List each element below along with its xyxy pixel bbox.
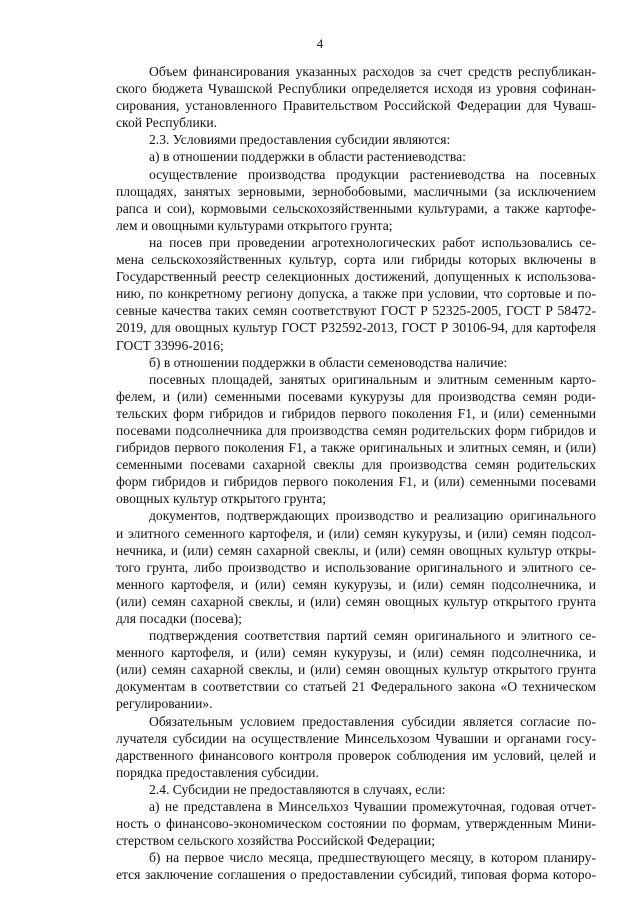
text-line: мена сельскохозяйственных культур, сорта или гибриды которых включены в xyxy=(116,252,596,268)
text-line: форм гибридов и гибридов первого поколения F1, и (или) семенными посевами xyxy=(116,474,596,490)
text-line: семенными посевами сахарной свеклы для производства семян родительских xyxy=(116,457,596,473)
text-line: Обязательным условием предоставления субсидии является согласие по- xyxy=(149,713,596,729)
text-line: б) в отношении поддержки в области семеноводства наличие: xyxy=(149,354,508,370)
text-line: а) в отношении поддержки в области растениеводства: xyxy=(149,149,466,165)
text-line: и элитного семенного картофеля, и (или) семян кукурузы, и (или) семян подсол- xyxy=(116,525,596,541)
text-line: лучателя субсидии на осуществление Минсельхозом Чувашии и органами госу- xyxy=(116,730,596,746)
text-line: 2019, для овощных культур ГОСТ Р32592-2013, ГОСТ Р 30106-94, для картофеля xyxy=(116,320,596,336)
text-line: регулировании». xyxy=(116,696,213,712)
text-line: ской Республики. xyxy=(116,115,218,131)
text-line: того грунта, либо производство и использование оригинального и элитного се- xyxy=(116,559,596,575)
text-line: менного картофеля, и (или) семян кукурузы, и (или) семян подсолнечника, и xyxy=(116,645,596,661)
page-number: 4 xyxy=(316,36,324,51)
text-line: порядка предоставления субсидии. xyxy=(116,764,319,780)
text-line: ГОСТ 33996-2016; xyxy=(116,337,224,353)
text-line: 2.3. Условиями предоставления субсидии являются: xyxy=(149,132,451,148)
text-line: (или) семян сахарной свеклы, и (или) семян овощных культур открытого грунта xyxy=(116,593,596,609)
text-line: осуществление производства продукции растениеводства на посевных xyxy=(149,166,596,182)
text-line: (или) семян сахарной свеклы, и (или) семян овощных культур открытого грунта xyxy=(116,662,596,678)
text-line: нию, по конкретному региону допуска, а также при условии, что сортовые и по- xyxy=(116,286,596,302)
text-line: посевами подсолнечника для производства семян родительских форм гибридов и xyxy=(116,422,596,438)
text-line: менного картофеля, и (или) семян кукурузы, и (или) семян подсолнечника, и xyxy=(116,576,596,592)
text-line: документам в соответствии со статьей 21 Федерального закона «О техническом xyxy=(116,679,596,695)
document-body xyxy=(116,63,596,884)
text-line: на посев при проведении агротехнологических работ использовались се- xyxy=(149,234,596,250)
text-line: б) на первое число месяца, предшествующего месяцу, в котором планиру- xyxy=(149,850,596,866)
text-line: лем и овощными культурами открытого грунта; xyxy=(116,217,393,233)
text-line: овощных культур открытого грунта; xyxy=(116,491,327,507)
text-line: нечника, и (или) семян сахарной свеклы, и (или) семян овощных культур откры- xyxy=(116,542,596,558)
text-line: севные качества таких семян соответствуют ГОСТ Р 52325-2005, ГОСТ Р 58472- xyxy=(116,303,596,319)
text-line: гибридов первого поколения F1, а также оригинальных и элитных семян, и (или) xyxy=(116,440,596,456)
text-line: 2.4. Субсидии не предоставляются в случаях, если: xyxy=(149,781,446,797)
text-line: подтверждения соответствия партий семян оригинального и элитного се- xyxy=(149,628,596,644)
text-line: фелем, и (или) семенными посевами кукурузы для производства семян роди- xyxy=(116,388,596,404)
text-line: ется заключение соглашения о предоставлении субсидий, типовая форма которо- xyxy=(116,867,596,883)
text-line: Объем финансирования указанных расходов за счет средств республикан- xyxy=(149,64,596,79)
text-line: сирования, установленного Правительством Российской Федерации для Чуваш- xyxy=(116,98,596,114)
text-line: Государственный реестр селекционных достижений, допущенных к использова- xyxy=(116,269,596,285)
text-line: дарственного финансового контроля проверок соблюдения им условий, целей и xyxy=(116,747,596,763)
text-line: стерством сельского хозяйства Российской Федерации; xyxy=(116,833,436,849)
text-line: для посадки (посева); xyxy=(116,611,242,626)
text-line: ского бюджета Чувашской Республики определяется исходя из уровня софинан- xyxy=(116,81,596,97)
text-line: а) не представлена в Минсельхоз Чувашии промежуточная, годовая отчет- xyxy=(149,799,596,815)
text-line: рапса и сои), кормовыми сельскохозяйственными культурами, а также картофе- xyxy=(116,200,596,216)
text-line: тельских форм гибридов и гибридов первого поколения F1, и (или) семенными xyxy=(116,405,596,421)
text-line: площадях, занятых зерновыми, зернобобовыми, масличными (за исключением xyxy=(116,183,596,199)
text-line: посевных площадей, занятых оригинальным и элитным семенным карто- xyxy=(149,371,596,387)
text-line: ность о финансово-экономическом состоянии по формам, утвержденным Мини- xyxy=(116,816,596,832)
text-line: документов, подтверждающих производство и реализацию оригинального xyxy=(149,508,596,524)
